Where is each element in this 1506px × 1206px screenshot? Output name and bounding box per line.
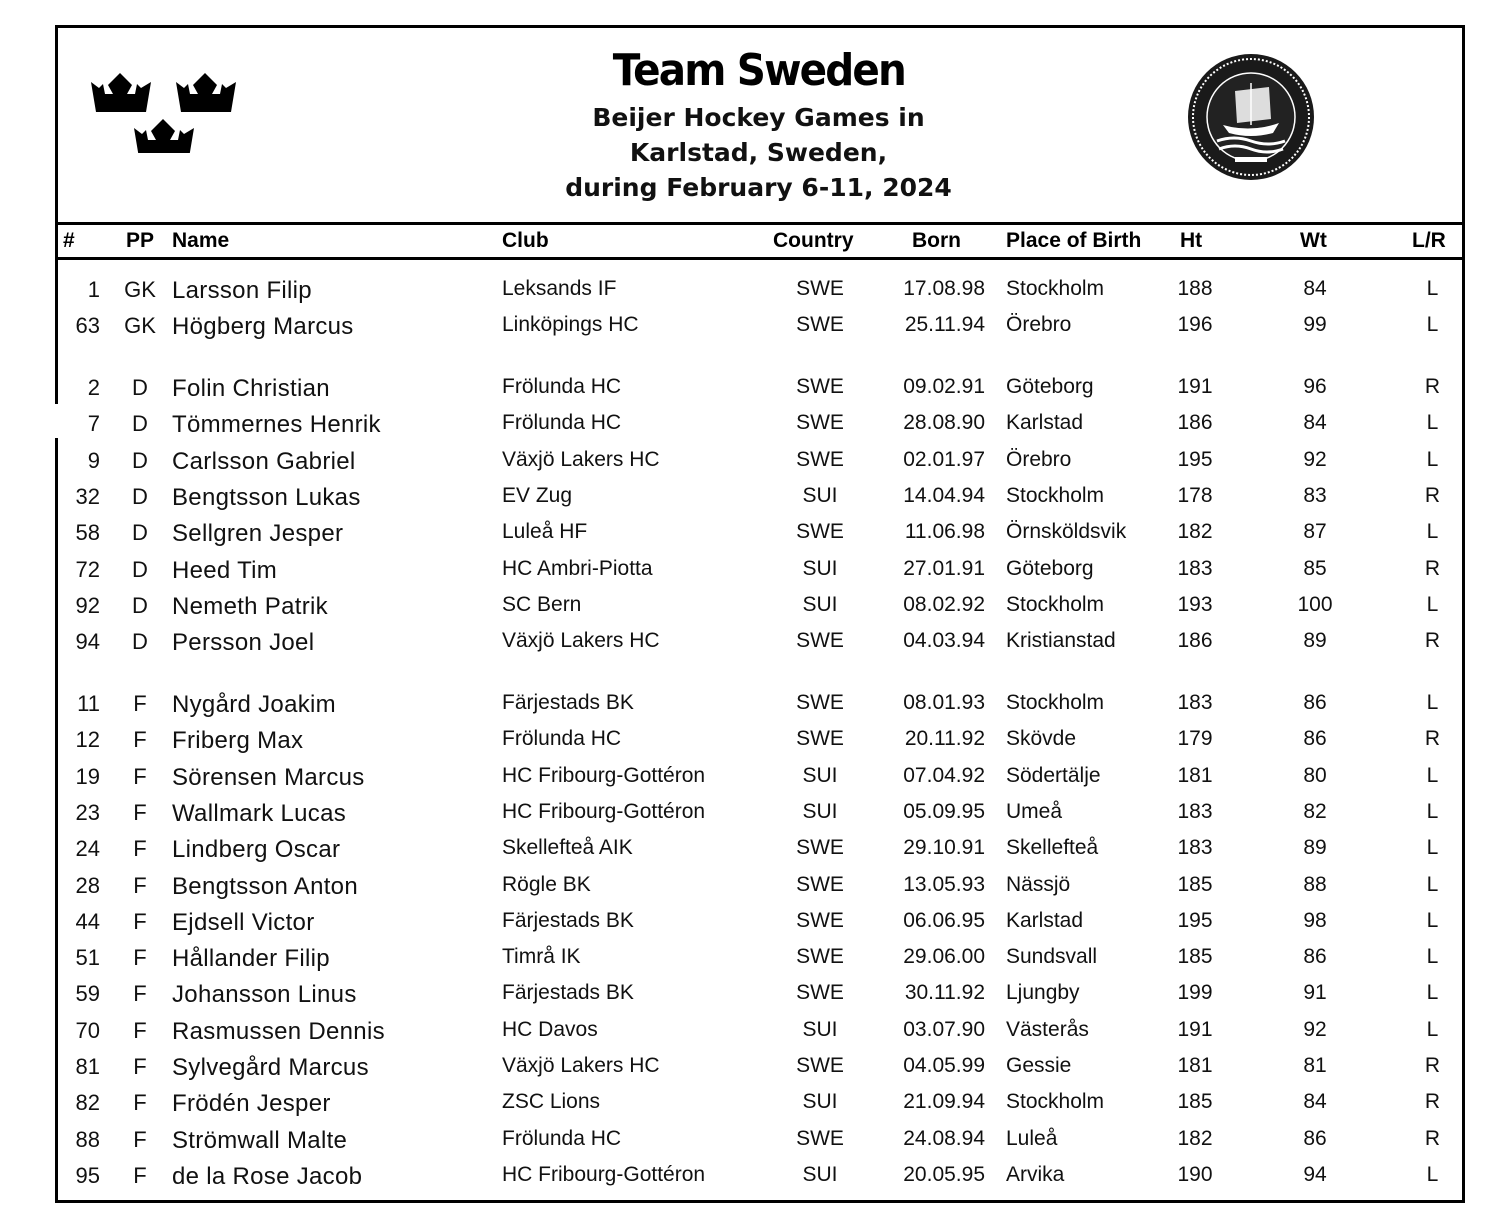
table-row bbox=[55, 723, 1462, 759]
column-header-number: # bbox=[63, 229, 75, 252]
player-country: SWE bbox=[796, 727, 844, 751]
player-name: Sellgren Jesper bbox=[172, 520, 344, 548]
player-weight: 92 bbox=[1303, 1017, 1327, 1041]
player-club: Skellefteå AIK bbox=[502, 836, 633, 860]
player-position: D bbox=[132, 556, 148, 582]
player-club: Färjestads BK bbox=[502, 691, 634, 714]
player-country: SUI bbox=[802, 592, 838, 616]
player-name: Rasmussen Dennis bbox=[172, 1017, 385, 1045]
column-header-name: Name bbox=[172, 229, 230, 252]
player-handedness: R bbox=[1424, 1090, 1441, 1114]
player-club: EV Zug bbox=[502, 483, 573, 507]
player-number: 81 bbox=[75, 1054, 100, 1079]
table-row bbox=[55, 273, 1462, 309]
player-country: SWE bbox=[796, 411, 844, 435]
player-position: D bbox=[132, 447, 148, 473]
player-place-of-birth: Karlstad bbox=[1006, 908, 1084, 932]
player-handedness: R bbox=[1424, 483, 1441, 507]
player-position: F bbox=[133, 799, 147, 825]
player-name: Bengtsson Anton bbox=[172, 872, 358, 900]
player-position: F bbox=[133, 1162, 147, 1188]
player-weight: 80 bbox=[1303, 763, 1327, 787]
player-country: SWE bbox=[796, 520, 844, 544]
player-club: Frölunda HC bbox=[502, 375, 622, 398]
subtitle-line-3: during February 6-11, 2024 bbox=[565, 173, 952, 202]
player-height: 178 bbox=[1177, 483, 1213, 507]
player-place-of-birth: Göteborg bbox=[1006, 556, 1094, 580]
player-name: Sylvegård Marcus bbox=[172, 1054, 369, 1081]
table-row bbox=[55, 1014, 1462, 1050]
player-height: 185 bbox=[1177, 872, 1213, 896]
player-number: 59 bbox=[75, 981, 100, 1007]
player-handedness: L bbox=[1426, 592, 1439, 616]
player-height: 190 bbox=[1177, 1162, 1213, 1186]
player-handedness: R bbox=[1424, 556, 1441, 580]
player-country: SWE bbox=[796, 313, 844, 337]
player-born: 25.11.94 bbox=[904, 313, 985, 337]
player-name: Nygård Joakim bbox=[172, 691, 336, 718]
roster-header bbox=[55, 28, 1462, 225]
player-weight: 89 bbox=[1303, 836, 1327, 860]
player-name: Larsson Filip bbox=[172, 277, 312, 304]
player-country: SWE bbox=[796, 447, 844, 471]
table-row bbox=[55, 687, 1462, 723]
player-handedness: L bbox=[1426, 872, 1439, 896]
player-place-of-birth: Stockholm bbox=[1006, 691, 1105, 714]
player-place-of-birth: Stockholm bbox=[1006, 277, 1105, 300]
player-club: Rögle BK bbox=[502, 872, 591, 896]
column-header-height: Ht bbox=[1180, 229, 1203, 252]
player-handedness: L bbox=[1426, 908, 1439, 932]
player-weight: 88 bbox=[1303, 872, 1327, 896]
player-number: 72 bbox=[75, 556, 100, 582]
player-number: 58 bbox=[75, 520, 100, 546]
player-handedness: L bbox=[1426, 981, 1439, 1005]
player-number: 9 bbox=[87, 447, 100, 473]
player-born: 21.09.94 bbox=[903, 1090, 985, 1114]
player-position: D bbox=[132, 483, 148, 509]
player-born: 05.09.95 bbox=[903, 799, 985, 823]
player-handedness: L bbox=[1426, 411, 1439, 435]
player-number: 95 bbox=[75, 1162, 100, 1188]
player-name: Persson Joel bbox=[172, 629, 315, 657]
player-club: HC Davos bbox=[502, 1017, 598, 1041]
player-place-of-birth: Gessie bbox=[1006, 1054, 1072, 1077]
player-handedness: R bbox=[1424, 1126, 1441, 1150]
player-position: D bbox=[132, 629, 148, 655]
table-row bbox=[55, 905, 1462, 941]
player-height: 183 bbox=[1177, 691, 1213, 714]
player-place-of-birth: Ljungby bbox=[1006, 981, 1080, 1005]
subtitle-line-2: Karlstad, Sweden, bbox=[629, 138, 888, 167]
player-born: 29.10.91 bbox=[903, 836, 985, 860]
player-weight: 92 bbox=[1303, 447, 1327, 471]
player-born: 06.06.95 bbox=[903, 908, 985, 932]
player-club: Färjestads BK bbox=[502, 908, 634, 932]
player-club: Frölunda HC bbox=[502, 1126, 622, 1150]
player-height: 196 bbox=[1177, 313, 1213, 337]
player-name: Tömmernes Henrik bbox=[172, 411, 381, 439]
player-country: SUI bbox=[802, 763, 838, 787]
player-position: F bbox=[133, 727, 147, 753]
player-place-of-birth: Skellefteå bbox=[1006, 836, 1099, 860]
player-club: Växjö Lakers HC bbox=[502, 1054, 660, 1077]
column-header-club: Club bbox=[502, 229, 549, 252]
player-country: SWE bbox=[796, 629, 844, 653]
player-number: 28 bbox=[75, 872, 100, 898]
player-height: 181 bbox=[1177, 1054, 1213, 1077]
player-number: 94 bbox=[75, 629, 100, 655]
player-position: D bbox=[132, 411, 148, 437]
table-row bbox=[55, 589, 1462, 625]
player-place-of-birth: Göteborg bbox=[1006, 375, 1094, 398]
player-handedness: L bbox=[1426, 763, 1439, 787]
table-row bbox=[55, 1123, 1462, 1159]
player-born: 17.08.98 bbox=[903, 277, 985, 300]
column-header-position: PP bbox=[126, 229, 155, 252]
player-country: SWE bbox=[796, 691, 844, 714]
player-number: 44 bbox=[75, 908, 100, 934]
page-title: Team Sweden bbox=[612, 45, 905, 96]
player-number: 88 bbox=[75, 1126, 100, 1152]
player-place-of-birth: Luleå bbox=[1006, 1126, 1058, 1150]
player-height: 193 bbox=[1177, 592, 1213, 616]
player-height: 179 bbox=[1177, 727, 1213, 751]
player-number: 32 bbox=[75, 483, 100, 509]
table-row bbox=[55, 832, 1462, 868]
player-weight: 94 bbox=[1303, 1162, 1327, 1186]
column-header-country: Country bbox=[773, 229, 854, 252]
player-handedness: R bbox=[1424, 375, 1441, 398]
player-country: SWE bbox=[796, 277, 844, 300]
table-row bbox=[55, 869, 1462, 905]
column-header-weight: Wt bbox=[1300, 229, 1327, 252]
player-country: SUI bbox=[802, 556, 838, 580]
player-position: F bbox=[133, 763, 147, 789]
table-row bbox=[55, 625, 1462, 661]
player-position: F bbox=[133, 872, 147, 898]
player-number: 7 bbox=[87, 411, 100, 437]
player-height: 191 bbox=[1177, 375, 1213, 398]
player-handedness: R bbox=[1424, 629, 1441, 653]
player-born: 24.08.94 bbox=[903, 1126, 985, 1150]
player-height: 181 bbox=[1177, 763, 1213, 787]
svenska-ishockeyforbundet-seal-icon bbox=[1187, 53, 1315, 181]
player-position: D bbox=[132, 520, 148, 546]
player-place-of-birth: Örnsköldsvik bbox=[1006, 520, 1127, 544]
player-handedness: L bbox=[1426, 945, 1439, 969]
player-country: SUI bbox=[802, 799, 838, 823]
player-position: F bbox=[133, 836, 147, 862]
player-handedness: L bbox=[1426, 447, 1439, 471]
table-row bbox=[55, 444, 1462, 480]
player-country: SUI bbox=[802, 483, 838, 507]
table-row bbox=[55, 480, 1462, 516]
player-born: 03.07.90 bbox=[903, 1017, 985, 1041]
player-weight: 86 bbox=[1303, 727, 1327, 751]
player-height: 185 bbox=[1177, 1090, 1213, 1114]
player-place-of-birth: Sundsvall bbox=[1006, 945, 1098, 969]
player-position: GK bbox=[124, 277, 156, 302]
player-club: SC Bern bbox=[502, 592, 582, 616]
player-born: 08.02.92 bbox=[903, 592, 985, 616]
player-born: 27.01.91 bbox=[903, 556, 985, 580]
player-place-of-birth: Södertälje bbox=[1006, 763, 1101, 787]
player-born: 04.05.99 bbox=[903, 1054, 985, 1077]
player-weight: 84 bbox=[1303, 1090, 1327, 1114]
player-club: Färjestads BK bbox=[502, 981, 634, 1005]
player-born: 07.04.92 bbox=[903, 763, 985, 787]
player-height: 182 bbox=[1177, 520, 1213, 544]
table-row bbox=[55, 941, 1462, 977]
player-height: 182 bbox=[1177, 1126, 1213, 1150]
player-place-of-birth: Arvika bbox=[1006, 1162, 1065, 1186]
table-row bbox=[55, 1159, 1462, 1195]
player-place-of-birth: Skövde bbox=[1006, 727, 1077, 751]
player-born: 09.02.91 bbox=[903, 375, 985, 398]
player-number: 92 bbox=[75, 592, 100, 618]
player-club: Frölunda HC bbox=[502, 727, 622, 751]
player-born: 20.11.92 bbox=[904, 727, 985, 751]
player-name: Friberg Max bbox=[172, 727, 304, 755]
player-name: Bengtsson Lukas bbox=[172, 483, 361, 511]
player-club: HC Ambri-Piotta bbox=[502, 556, 653, 580]
table-row bbox=[55, 371, 1462, 407]
player-weight: 86 bbox=[1303, 1126, 1327, 1150]
player-weight: 83 bbox=[1303, 483, 1327, 507]
player-place-of-birth: Örebro bbox=[1006, 447, 1072, 471]
player-weight: 84 bbox=[1303, 277, 1327, 300]
player-handedness: L bbox=[1426, 836, 1439, 860]
player-club: Växjö Lakers HC bbox=[502, 447, 660, 471]
player-position: F bbox=[133, 981, 147, 1007]
player-weight: 87 bbox=[1303, 520, 1327, 544]
column-header-born: Born bbox=[912, 229, 961, 252]
player-country: SWE bbox=[796, 836, 844, 860]
player-name: Lindberg Oscar bbox=[172, 836, 341, 864]
player-country: SWE bbox=[796, 908, 844, 932]
player-club: HC Fribourg-Gottéron bbox=[502, 1162, 706, 1186]
player-position: F bbox=[133, 1017, 147, 1043]
player-weight: 98 bbox=[1303, 908, 1327, 932]
player-position: F bbox=[133, 691, 147, 716]
player-place-of-birth: Umeå bbox=[1006, 799, 1063, 823]
player-weight: 85 bbox=[1303, 556, 1327, 580]
player-position: GK bbox=[124, 313, 156, 339]
player-position: F bbox=[133, 908, 147, 934]
player-born: 28.08.90 bbox=[903, 411, 985, 435]
player-name: Wallmark Lucas bbox=[172, 799, 347, 827]
player-name: Johansson Linus bbox=[172, 981, 357, 1009]
player-handedness: L bbox=[1426, 277, 1439, 300]
player-weight: 86 bbox=[1303, 945, 1327, 969]
player-height: 199 bbox=[1177, 981, 1213, 1005]
player-position: F bbox=[133, 1126, 147, 1152]
player-club: Leksands IF bbox=[502, 277, 617, 300]
subtitle-line-1: Beijer Hockey Games in bbox=[592, 103, 925, 132]
player-place-of-birth: Stockholm bbox=[1006, 1090, 1105, 1114]
player-born: 11.06.98 bbox=[904, 520, 985, 544]
player-country: SUI bbox=[802, 1162, 838, 1186]
player-born: 04.03.94 bbox=[903, 629, 985, 653]
player-country: SWE bbox=[796, 872, 844, 896]
player-born: 14.04.94 bbox=[903, 483, 985, 507]
player-place-of-birth: Karlstad bbox=[1006, 411, 1084, 435]
player-height: 183 bbox=[1177, 799, 1213, 823]
player-born: 30.11.92 bbox=[904, 981, 985, 1005]
player-country: SWE bbox=[796, 1054, 844, 1077]
player-name: Högberg Marcus bbox=[172, 313, 354, 341]
player-height: 183 bbox=[1177, 836, 1213, 860]
player-height: 183 bbox=[1177, 556, 1213, 580]
player-height: 195 bbox=[1177, 908, 1213, 932]
column-header-row bbox=[55, 225, 1462, 260]
player-weight: 89 bbox=[1303, 629, 1327, 653]
player-club: Växjö Lakers HC bbox=[502, 629, 660, 653]
player-place-of-birth: Stockholm bbox=[1006, 483, 1105, 507]
player-handedness: L bbox=[1426, 313, 1439, 337]
player-number: 2 bbox=[87, 375, 100, 400]
player-number: 1 bbox=[87, 277, 100, 302]
player-position: F bbox=[133, 1054, 147, 1079]
player-name: de la Rose Jacob bbox=[172, 1162, 363, 1190]
player-weight: 82 bbox=[1303, 799, 1327, 823]
player-country: SWE bbox=[796, 981, 844, 1005]
player-place-of-birth: Örebro bbox=[1006, 313, 1072, 337]
column-header-place-of-birth: Place of Birth bbox=[1006, 229, 1142, 252]
player-name: Carlsson Gabriel bbox=[172, 447, 356, 475]
table-row bbox=[55, 516, 1462, 552]
player-number: 19 bbox=[75, 763, 100, 789]
player-place-of-birth: Nässjö bbox=[1006, 872, 1071, 896]
table-row bbox=[55, 553, 1462, 589]
player-height: 188 bbox=[1177, 277, 1213, 300]
player-born: 29.06.00 bbox=[903, 945, 985, 969]
player-place-of-birth: Kristianstad bbox=[1006, 629, 1116, 653]
player-handedness: L bbox=[1426, 799, 1439, 823]
player-position: D bbox=[132, 592, 148, 618]
player-country: SWE bbox=[796, 945, 844, 969]
player-club: HC Fribourg-Gottéron bbox=[502, 763, 706, 787]
player-number: 23 bbox=[75, 799, 100, 825]
table-row bbox=[55, 407, 1462, 443]
player-position: F bbox=[133, 945, 147, 971]
player-handedness: L bbox=[1426, 1017, 1439, 1041]
player-height: 185 bbox=[1177, 945, 1213, 969]
player-name: Ejdsell Victor bbox=[172, 908, 315, 936]
player-club: ZSC Lions bbox=[502, 1090, 601, 1114]
player-weight: 96 bbox=[1303, 375, 1327, 398]
player-weight: 99 bbox=[1303, 313, 1327, 337]
player-weight: 91 bbox=[1303, 981, 1327, 1005]
player-weight: 84 bbox=[1303, 411, 1327, 435]
player-position: F bbox=[133, 1090, 147, 1116]
player-number: 82 bbox=[75, 1090, 100, 1116]
player-number: 12 bbox=[75, 727, 100, 753]
player-name: Hållander Filip bbox=[172, 945, 330, 973]
table-row bbox=[55, 1050, 1462, 1086]
player-height: 195 bbox=[1177, 447, 1213, 471]
player-weight: 81 bbox=[1303, 1054, 1327, 1077]
player-place-of-birth: Stockholm bbox=[1006, 592, 1105, 616]
player-born: 02.01.97 bbox=[903, 447, 985, 471]
player-name: Frödén Jesper bbox=[172, 1090, 331, 1118]
player-country: SWE bbox=[796, 1126, 844, 1150]
table-row bbox=[55, 977, 1462, 1013]
table-row bbox=[55, 760, 1462, 796]
player-handedness: R bbox=[1424, 727, 1441, 751]
player-handedness: R bbox=[1424, 1054, 1441, 1077]
table-row bbox=[55, 309, 1462, 345]
player-country: SUI bbox=[802, 1017, 838, 1041]
player-height: 186 bbox=[1177, 411, 1213, 435]
player-number: 11 bbox=[77, 691, 100, 716]
player-born: 08.01.93 bbox=[903, 691, 985, 714]
column-header-handedness: L/R bbox=[1412, 229, 1446, 252]
player-name: Folin Christian bbox=[172, 375, 330, 402]
player-country: SUI bbox=[802, 1090, 838, 1114]
player-club: Luleå HF bbox=[502, 520, 588, 544]
player-name: Nemeth Patrik bbox=[172, 592, 328, 620]
player-born: 20.05.95 bbox=[903, 1162, 985, 1186]
roster-sheet bbox=[55, 25, 1465, 1203]
player-handedness: L bbox=[1426, 1162, 1439, 1186]
player-number: 24 bbox=[75, 836, 100, 862]
player-weight: 100 bbox=[1297, 592, 1333, 616]
player-club: HC Fribourg-Gottéron bbox=[502, 799, 706, 823]
player-name: Strömwall Malte bbox=[172, 1126, 348, 1154]
table-row bbox=[55, 796, 1462, 832]
player-name: Sörensen Marcus bbox=[172, 763, 365, 791]
player-handedness: L bbox=[1426, 520, 1439, 544]
player-height: 186 bbox=[1177, 629, 1213, 653]
player-born: 13.05.93 bbox=[903, 872, 985, 896]
player-number: 63 bbox=[75, 313, 100, 339]
table-row bbox=[55, 1086, 1462, 1122]
player-handedness: L bbox=[1426, 691, 1439, 714]
player-place-of-birth: Västerås bbox=[1006, 1017, 1089, 1041]
player-height: 191 bbox=[1177, 1017, 1213, 1041]
player-club: Frölunda HC bbox=[502, 411, 622, 435]
player-number: 51 bbox=[75, 945, 100, 971]
player-weight: 86 bbox=[1303, 691, 1327, 714]
player-country: SWE bbox=[796, 375, 844, 398]
player-name: Heed Tim bbox=[172, 556, 278, 584]
player-club: Timrå IK bbox=[502, 945, 581, 969]
player-number: 70 bbox=[75, 1017, 100, 1043]
player-position: D bbox=[132, 375, 148, 400]
player-club: Linköpings HC bbox=[502, 313, 639, 337]
